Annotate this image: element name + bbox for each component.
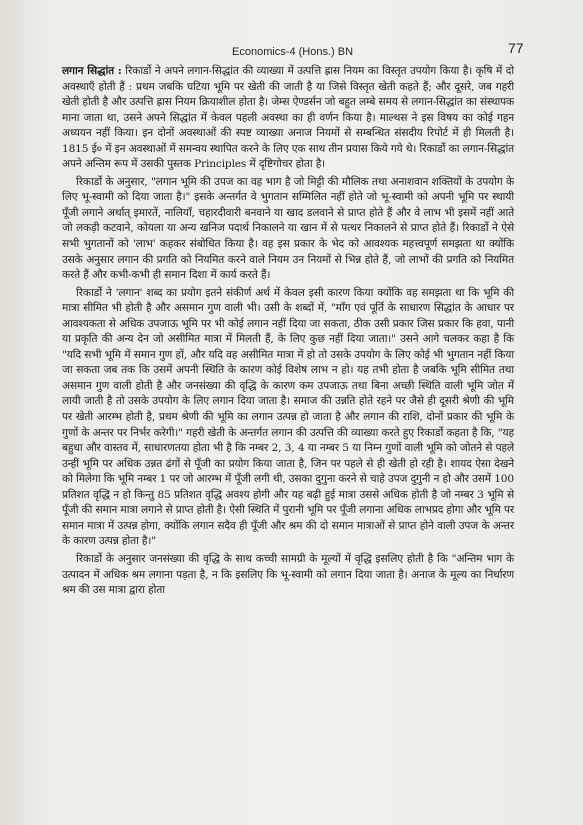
paragraph-population-growth (62, 552, 514, 599)
paragraph-lagan-siddhant (62, 64, 514, 173)
paragraph-lead: लगान सिद्धांत : (62, 65, 122, 77)
page-body (62, 64, 514, 601)
page-header (0, 40, 583, 60)
running-head: Economics-4 (Hons.) BN (232, 46, 354, 58)
paragraph-ricardo-definition (62, 175, 514, 284)
paragraph-text: रिकार्डो ने अपने लगान-सिद्धांत की व्याख्या में उत्पत्ति ह्रास नियम का विस्तृत उपयोग किया है। कृषि में दो अवस्थाएँ होती हैं : प्रथम जबकि घटिया भूमि पर खेती की जाती है या जिसे विस्तृत खेती कहते हैं; और दूसरे, जब गहरी खेती होती है और उत्पत्ति ह्रास नियम क्रियाशील होता है। जेम्स ऐण्डर्सन जो बहुत लम्बे समय से लगान-सिद्धांत का संस्थापक माना जाता था, उसने अपने सिद्धांत में केवल पहली अवस्था का ही वर्णन किया है। माल्थस ने इस विषय का कोई गहन अध्ययन नहीं किया। इन दोनों अवस्थाओं की स्पष्ट व्याख्या अनाज नियमों से सम्बन्धित संसदीय रिपोर्ट में ही मिलती है। 1815 ई० में इन अवस्थाओं में समन्वय स्थापित करने के लिए एक साथ तीन प्रयास किये गये थे। रिकार्डो का लगान-सिद्धांत अपने अन्तिम रूप में उसकी पुस्तक Principles में दृष्टिगोचर होता है। (62, 65, 515, 171)
page-number: 77 (508, 40, 524, 56)
paragraph-ricardo-usage (62, 286, 514, 550)
paragraph-text: रिकार्डो के अनुसार, "लगान भूमि की उपज का वह भाग है जो मिट्टी की मौलिक तथा अनाशवान शक्तियों के उपयोग के लिए भू-स्वामी को दिया जाता है।" इसके अन्तर्गत वे भुगतान सम्मिलित नहीं होते जो भू-स्वामी को अपनी भूमि पर स्थायी पूँजी लगाने अर्थात् इमारतें, नालियाँ, चहारदीवारी बनवाने या खाद डलवाने से प्राप्त होते हैं और वे लाभ भी इसमें नहीं आते जो लकड़ी कटवाने, कोयला या अन्य खनिज पदार्थ निकालने या खान में से पत्थर निकालने से प्राप्त होते हैं। रिकार्डो ने ऐसे सभी भुगतानों को 'लाभ' कहकर संबोधित किया है। वह इस प्रकार के भेद को आवश्यक महत्त्वपूर्ण समझता था क्योंकि उसके अनुसार लगान की प्रगति को नियमित करने वाले नियम उन नियमों से भिन्न होते हैं, जो लाभों की प्रगति को नियमित करते हैं और कभी-कभी ही समान दिशा में कार्य करते हैं। (62, 175, 514, 282)
paragraph-text: रिकार्डो ने 'लगान' शब्द का प्रयोग इतने संकीर्ण अर्थ में केवल इसी कारण किया क्योंकि वह समझता था कि भूमि की मात्रा सीमित भी होती है और असमान गुण वाली भी। उसी के शब्दों में, "माँग एवं पूर्ति के साधारण सिद्धांत के आधार पर आवश्यकता से अधिक उपजाऊ भूमि पर भी कोई लगान नहीं दिया जा सकता, ठीक उसी प्रकार जिस प्रकार कि हवा, पानी या प्रकृति की अन्य देन जो असीमित मात्रा में मिलती हैं, के लिए कुछ नहीं दिया जाता।" उसने आगे चलकर कहा है कि "यदि सभी भूमि में समान गुण हों, और यदि वह असीमित मात्रा में हो तो उसके उपयोग के लिए कोई भी भुगतान नहीं किया जा सकता जब तक कि उसमें अपनी स्थिति के कारण कोई विशेष लाभ न हो। यह तभी होता है जबकि भूमि सीमित तथा असमान गुण वाली होती है और जनसंख्या की वृद्धि के कारण कम उपजाऊ तथा बिना अच्छी स्थिति वाली भूमि जोत में लायी जाती है तो उसके उपयोग के लिए लगान दिया जाता है। समाज की उन्नति होते रहने पर जैसे ही दूसरी श्रेणी की भूमि पर खेती आरम्भ होती है, प्रथम श्रेणी की भूमि का लगान उत्पन्न हो जाता है और लगान की राशि, दोनों प्रकार की भूमि के गुणों के अन्तर पर निर्भर करेगी।" गहरी खेती के अन्तर्गत लगान की उत्पत्ति की व्याख्या करते हुए रिकार्डो कहता है कि, "यह बहुधा और वास्तव में, साधारणतया होता भी है कि नम्बर 2, 3, 4 या नम्बर 5 या निम्न गुणों वाली भूमि को जोतने से पहले उन्हीं भूमि पर अधिक उन्नत ढंगों से पूँजी का प्रयोग किया जाता है, जिन पर पहले से ही खेती हो रही है। शायद ऐसा देखने को मिलेगा कि भूमि नम्बर 1 पर जो आरम्भ में पूँजी लगी थी, उसका दुगुना करने से चाहे उपज दुगुनी न हो और उसमें 100 प्रतिशत वृद्धि न हो किन्तु 85 प्रतिशत वृद्धि अवश्य होगी और यह बढ़ी हुई मात्रा उससे अधिक होती है जो नम्बर 3 भूमि से पूँजी की समान मात्रा लगाने से प्राप्त होती है। ऐसी स्थिति में पुरानी भूमि पर पूँजी लगाना अधिक लाभप्रद होगा और भूमि पर समान मात्रा में उत्पन्न होगा, क्योंकि लगान सदैव ही पूँजी और श्रम की दो समान मात्राओं से प्राप्त होने वाली उपज के अन्तर के कारण उत्पन्न होता है।" (62, 286, 514, 548)
paragraph-text: रिकार्डो के अनुसार जनसंख्या की वृद्धि के साथ कच्ची सामग्री के मूल्यों में वृद्धि इसलिए होती है कि "अन्तिम भाग के उत्पादन में अधिक श्रम लगाना पड़ता है, न कि इसलिए कि भू-स्वामी को लगान दिया जाता है। अनाज के मूल्य का निर्धारण श्रम की उस मात्रा द्वारा होता (62, 552, 514, 597)
